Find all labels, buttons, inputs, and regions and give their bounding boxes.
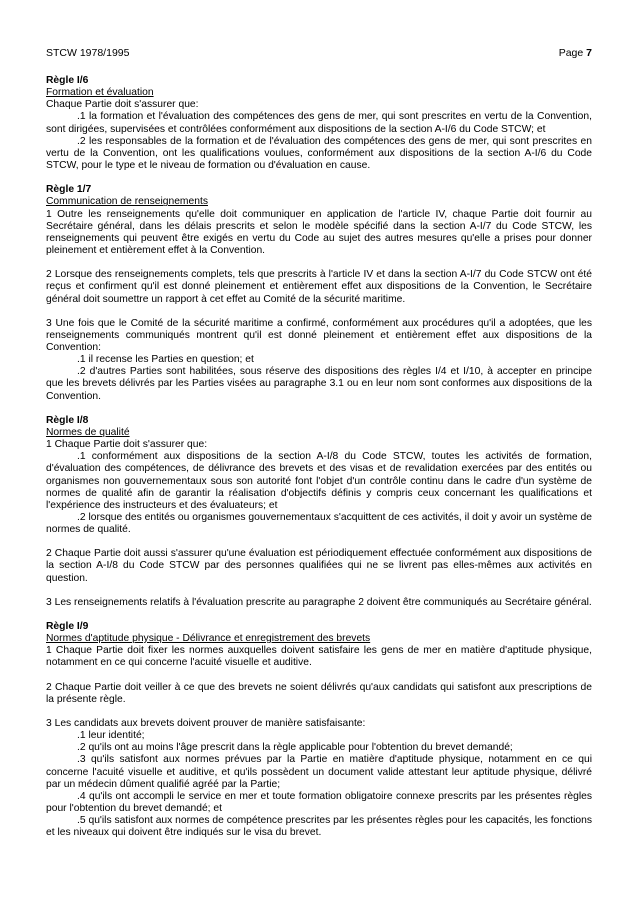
paragraph: 2 Chaque Partie doit veiller à ce que des brevets ne soient délivrés qu'aux candidats qui satisfont aux prescriptions de la présente règle.: [46, 681, 592, 705]
paragraph-spacer: [46, 706, 592, 718]
page-label: Page: [558, 47, 584, 59]
paragraph-spacer: [46, 585, 592, 597]
sub-item: .3 qu'ils satisfont aux normes prévues par la Partie en matière d'aptitude physique, notamment en ce qui concerne l'acuité visuelle et auditive, et qu'ils possèdent un document valide attestant leur aptitude physique, délivré par un médecin dûment qualifié agréé par la Partie;: [46, 754, 592, 790]
paragraph-spacer: [46, 306, 592, 318]
paragraph-spacer: [46, 670, 592, 682]
page-number: 7: [586, 47, 592, 59]
rule-subtitle: Normes d'aptitude physique - Délivrance et enregistrement des brevets: [46, 633, 371, 645]
rule-title: Règle I/9: [46, 620, 89, 632]
paragraph: 1 Chaque Partie doit fixer les normes auxquelles doivent satisfaire les gens de mer en matière d'aptitude physique, notamment en ce qui concerne l'acuité visuelle et auditive.: [46, 645, 592, 669]
paragraph: 2 Chaque Partie doit aussi s'assurer qu'une évaluation est périodiquement effectuée conformément aux dispositions de la section A-I/8 du Code STCW par des personnes qualifiées qui ne se livrent pas elles-mêmes aux activités en question.: [46, 548, 592, 584]
paragraph: 3 Une fois que le Comité de la sécurité maritime a confirmé, conformément aux procédures qu'il a adoptées, que les renseignements communiqués montrent qu'il est donné pleinement et entièrement effet aux dispositions de la Convention:: [46, 317, 592, 353]
sub-item: .1 conformément aux dispositions de la section A-I/8 du Code STCW, toutes les activités de formation, d'évaluation des compétences, de délivrance des brevets et des visas et de revalidation exercées par des entités ou organismes non gouvernementaux sous son autorité font l'objet d'un contrôle continu dans le cadre d'un système de normes de qualité afin de garantir la réalisation d'objectifs définis y compris ceux concernant les qualifications et l'expérience des instructeurs et des évaluateurs; et: [46, 451, 592, 511]
rule-section: [46, 621, 592, 840]
sub-item: .1 il recense les Parties en question; et: [77, 354, 254, 366]
rule-section: [46, 184, 592, 403]
paragraph: 3 Les candidats aux brevets doivent prouver de manière satisfaisante:: [46, 717, 366, 729]
document-body: [46, 75, 592, 851]
paragraph: 3 Les renseignements relatifs à l'évaluation prescrite au paragraphe 2 doivent être communiqués au Secrétaire général.: [46, 596, 592, 608]
rule-title: Règle I/6: [46, 75, 89, 86]
sub-item: .5 qu'ils satisfont aux normes de compétence prescrites par les présentes règles pour les capacités, les fonctions et les niveaux qui doivent être indiqués sur le visa du brevet.: [46, 815, 592, 839]
paragraph: 2 Lorsque des renseignements complets, tels que prescrits à l'article IV et dans la section A-I/7 du Code STCW ont été reçus et confirment qu'il est donné pleinement et entièrement effet aux dispositions de la Convention, le Secrétaire général doit soumettre un rapport à cet effet au Comité de la sécurité maritime.: [46, 269, 592, 305]
paragraph-spacer: [46, 257, 592, 269]
rule-section: [46, 415, 592, 609]
rule-subtitle: Communication de renseignements: [46, 196, 208, 208]
sub-item: .2 qu'ils ont au moins l'âge prescrit dans la règle applicable pour l'obtention du brevet demandé;: [77, 742, 513, 754]
page-indicator: [559, 47, 592, 59]
paragraph-spacer: [46, 536, 592, 548]
rule-subtitle: Normes de qualité: [46, 426, 130, 438]
paragraph: 1 Outre les renseignements qu'elle doit communiquer en application de l'article IV, chaque Partie doit fournir au Secrétaire général, dans les délais prescrits et selon le modèle spécifié dans la section A-I/7 du Code STCW, les renseignements qui peuvent être exigés en vertu du Code au sujet des autres mesures qu'elle a prises pour donner pleinement et entièrement effet à la Convention.: [46, 208, 592, 257]
rule-subtitle: Formation et évaluation: [46, 87, 154, 99]
rule-title: Règle 1/7: [46, 184, 92, 196]
page-header: [46, 47, 592, 61]
document-reference: STCW 1978/1995: [46, 47, 130, 59]
sub-item: .2 lorsque des entités ou organismes gouvernementaux s'acquittent de ces activités, il doit y avoir un système de normes de qualité.: [46, 512, 592, 536]
paragraph: Chaque Partie doit s'assurer que:: [46, 99, 199, 111]
sub-item: .2 les responsables de la formation et de l'évaluation des compétences des gens de mer, qui sont prescrites en vertu de la Convention, ont les qualifications voulues, conformément aux dispositions de la section A-I/6 du Code STCW, pour le type et le niveau de formation ou d'évaluation en cause.: [46, 135, 592, 172]
rule-section: [46, 75, 592, 172]
sub-item: .4 qu'ils ont accompli le service en mer et toute formation obligatoire connexe prescrits par les présentes règles pour l'obtention du brevet demandé; et: [46, 790, 592, 814]
paragraph: 1 Chaque Partie doit s'assurer que:: [46, 439, 208, 451]
rule-title: Règle I/8: [46, 414, 89, 426]
sub-item: .2 d'autres Parties sont habilitées, sous réserve des dispositions des règles I/4 et I/10, à accepter en principe que les brevets délivrés par les Parties visées au paragraphe 3.1 ou en leur nom sont conformes aux dispositions de la Convention.: [46, 366, 592, 402]
sub-item: .1 leur identité;: [77, 730, 145, 742]
sub-item: .1 la formation et l'évaluation des compétences des gens de mer, qui sont prescrites en vertu de la Convention, sont dirigées, supervisées et contrôlées conformément aux dispositions de la section A-I/6 du Code STCW; et: [46, 111, 592, 135]
